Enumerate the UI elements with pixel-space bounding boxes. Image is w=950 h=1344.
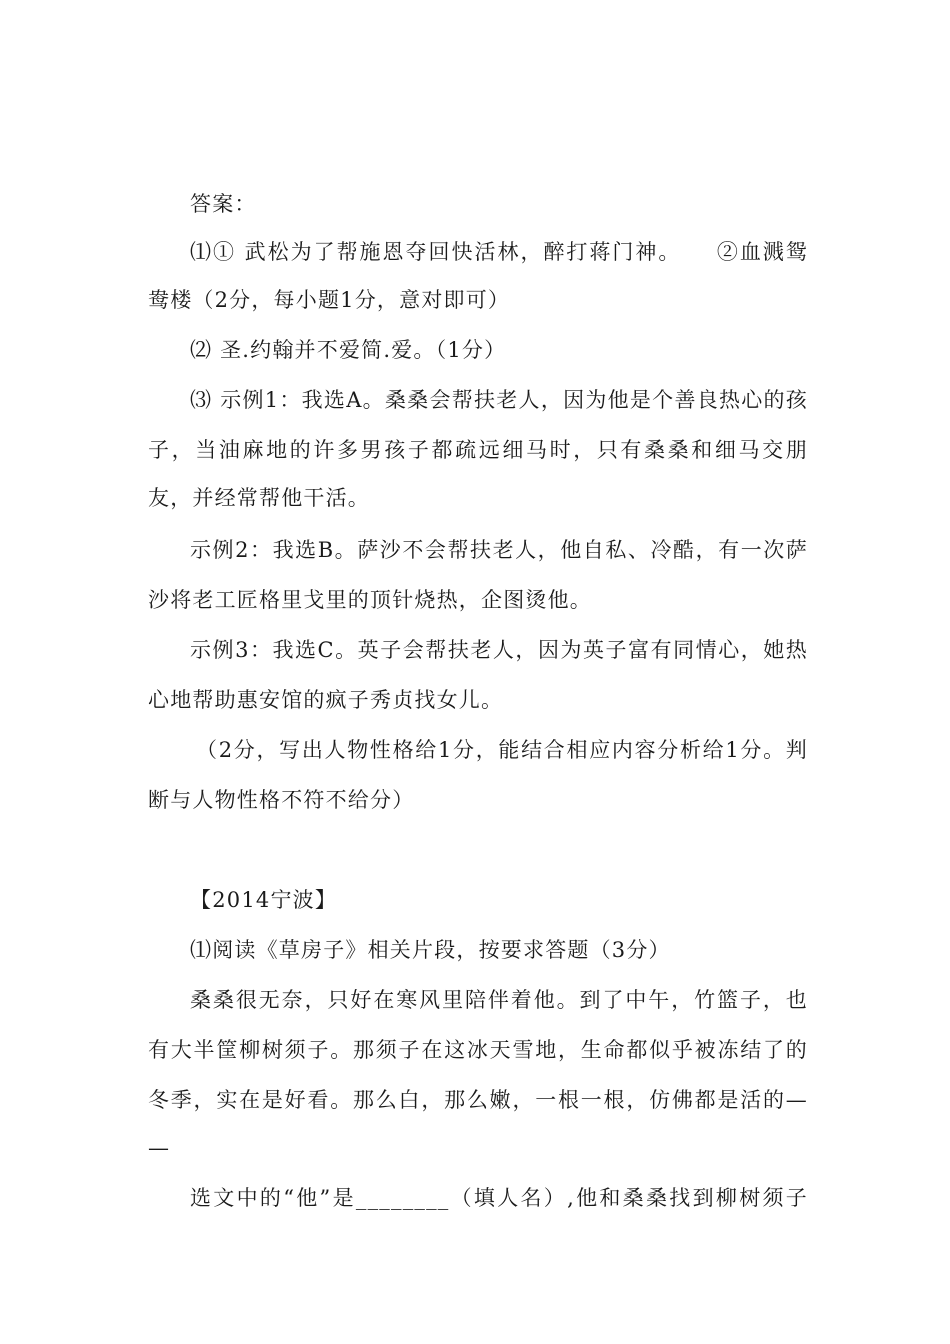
question-1-line: ⑴阅读《草房子》相关片段，按要求答题（3分） <box>190 938 671 962</box>
answer-3-line: 子，当油麻地的许多男孩子都疏远细马时，只有桑桑和细马交朋 <box>148 438 808 462</box>
answer-3-line: 友，并经常帮他干活。 <box>148 486 370 510</box>
excerpt-line: — <box>148 1136 171 1160</box>
excerpt-line: 桑桑很无奈，只好在寒风里陪伴着他。到了中午，竹篮子，也 <box>190 988 808 1012</box>
scoring-note-line: 断与人物性格不符不给分） <box>148 788 415 812</box>
example-2-line: 示例2：我选B。萨沙不会帮扶老人，他自私、冷酷，有一次萨 <box>190 538 808 562</box>
question-fill-line: 选文中的“他”是________（填人名）,他和桑桑找到柳树须子 <box>190 1186 808 1210</box>
answer-2-line: ⑵ 圣.约翰并不爱简.爱。（1分） <box>190 338 507 362</box>
example-2-line: 沙将老工匠格里戈里的顶针烧热，企图烫他。 <box>148 588 592 612</box>
section-heading: 【2014宁波】 <box>190 888 338 912</box>
excerpt-line: 有大半筐柳树须子。那须子在这冰天雪地，生命都似乎被冻结了的 <box>148 1038 808 1062</box>
answer-3-line: ⑶ 示例1：我选A。桑桑会帮扶老人，因为他是个善良热心的孩 <box>190 388 808 412</box>
example-3-line: 示例3：我选C。英子会帮扶老人，因为英子富有同情心，她热 <box>190 638 808 662</box>
excerpt-line: 冬季，实在是好看。那么白，那么嫩，一根一根，仿佛都是活的— <box>148 1088 808 1112</box>
answer-1-line: ⑴① 武松为了帮施恩夺回快活林，醉打蒋门神。 ②血溅鸳 <box>190 240 808 264</box>
answer-1-line: 鸯楼（2分，每小题1分，意对即可） <box>148 288 511 312</box>
example-3-line: 心地帮助惠安馆的疯子秀贞找女儿。 <box>148 688 504 712</box>
scoring-note-line: （2分，写出人物性格给1分，能结合相应内容分析给1分。判 <box>196 738 808 762</box>
answer-heading: 答案： <box>190 192 257 216</box>
